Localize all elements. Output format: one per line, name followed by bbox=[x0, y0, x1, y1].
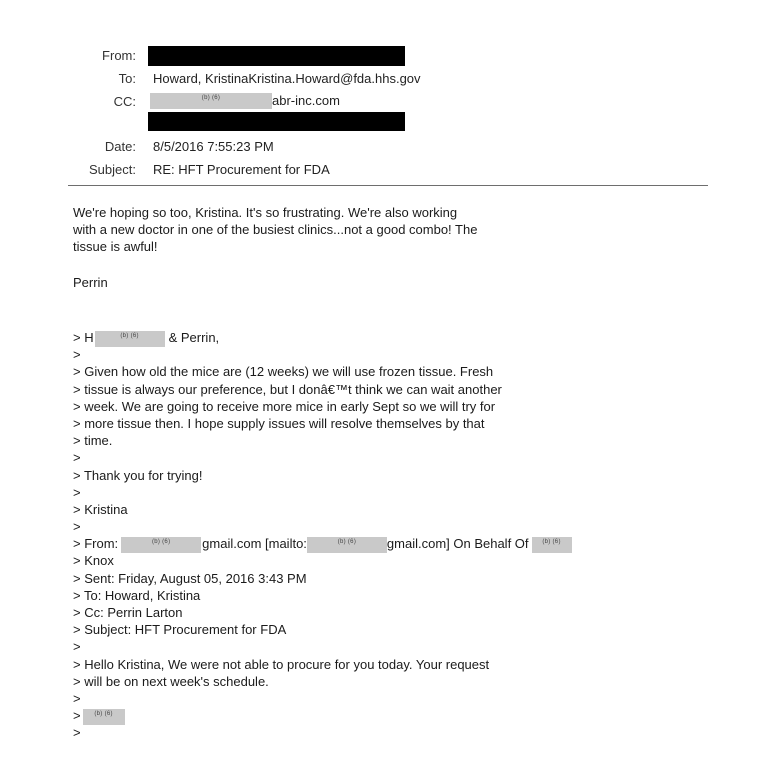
date-label: Date: bbox=[104, 139, 136, 154]
sig-redaction: (b) (6) bbox=[83, 709, 125, 725]
quote-marker: > bbox=[73, 484, 81, 500]
quoted-line: > week. We are going to receive more mice in early Sept so we will try for bbox=[73, 398, 496, 414]
quoted-thanks: > Thank you for trying! bbox=[73, 467, 203, 483]
greeting-suffix: & Perrin, bbox=[168, 330, 220, 345]
subject-value: RE: HFT Procurement for FDA bbox=[153, 162, 330, 177]
quoted-sent: > Sent: Friday, August 05, 2016 3:43 PM bbox=[73, 570, 307, 586]
reply-line: tissue is awful! bbox=[73, 239, 158, 254]
quote-marker: > bbox=[73, 725, 81, 741]
quoted-message bbox=[73, 329, 572, 742]
from-prefix: > From: bbox=[73, 536, 119, 552]
quoted-line: > time. bbox=[73, 433, 113, 449]
reply-signature: Perrin bbox=[73, 275, 108, 290]
from-mid-2: gmail.com] On Behalf Of bbox=[386, 536, 529, 552]
cc-redaction-block bbox=[148, 112, 405, 131]
quote-marker: > bbox=[73, 519, 81, 535]
from-mid-1: gmail.com [mailto: bbox=[202, 536, 307, 552]
quoted-sig-line bbox=[73, 707, 572, 724]
quoted-line: > tissue is always our preference, but I donâ€™t think we can wait another bbox=[73, 381, 502, 397]
quoted-to: > To: Howard, Kristina bbox=[73, 587, 201, 603]
quote-marker: > bbox=[73, 690, 81, 706]
quote-marker: > bbox=[73, 639, 81, 655]
cc-domain: abr-inc.com bbox=[272, 93, 340, 109]
quoted-subject: > Subject: HFT Procurement for FDA bbox=[73, 622, 287, 638]
cc-label: CC: bbox=[113, 94, 136, 109]
reply-body bbox=[73, 204, 477, 255]
reply-line: We're hoping so too, Kristina. It's so frustrating. We're also working bbox=[73, 205, 458, 220]
to-label: To: bbox=[118, 71, 136, 86]
quoted-name: > Kristina bbox=[73, 501, 128, 517]
sig-marker: > bbox=[73, 708, 81, 724]
quoted-line: > Given how old the mice are (12 weeks) we will use frozen tissue. Fresh bbox=[73, 364, 494, 380]
reply-line: with a new doctor in one of the busiest clinics...not a good combo! The bbox=[73, 222, 478, 237]
from-label: From: bbox=[102, 48, 136, 63]
header-divider bbox=[68, 185, 708, 186]
quoted-greeting bbox=[73, 329, 572, 346]
to-value: Howard, KristinaKristina.Howard@fda.hhs.gov bbox=[153, 71, 421, 86]
from-redaction-3: (b) (6) bbox=[532, 537, 572, 553]
from-redaction-block bbox=[148, 46, 405, 66]
quoted-cc: > Cc: Perrin Larton bbox=[73, 605, 183, 620]
greeting-redaction: (b) (6) bbox=[95, 331, 165, 347]
greeting-prefix: > H bbox=[73, 330, 94, 345]
quoted-line: > more tissue then. I hope supply issues will resolve themselves by that bbox=[73, 415, 485, 431]
from-redaction-1: (b) (6) bbox=[121, 537, 201, 553]
quoted-line: > Hello Kristina, We were not able to procure for you today. Your request bbox=[73, 656, 490, 672]
quoted-from-line bbox=[73, 535, 572, 552]
cc-value bbox=[150, 92, 340, 109]
quoted-knox: > Knox bbox=[73, 553, 114, 569]
quote-marker: > bbox=[73, 347, 81, 363]
quoted-line: > will be on next week's schedule. bbox=[73, 673, 269, 689]
cc-redaction: (b) (6) bbox=[150, 93, 272, 109]
from-redaction-2: (b) (6) bbox=[307, 537, 387, 553]
date-value: 8/5/2016 7:55:23 PM bbox=[153, 139, 274, 154]
quote-marker: > bbox=[73, 450, 81, 466]
subject-label: Subject: bbox=[89, 162, 136, 177]
